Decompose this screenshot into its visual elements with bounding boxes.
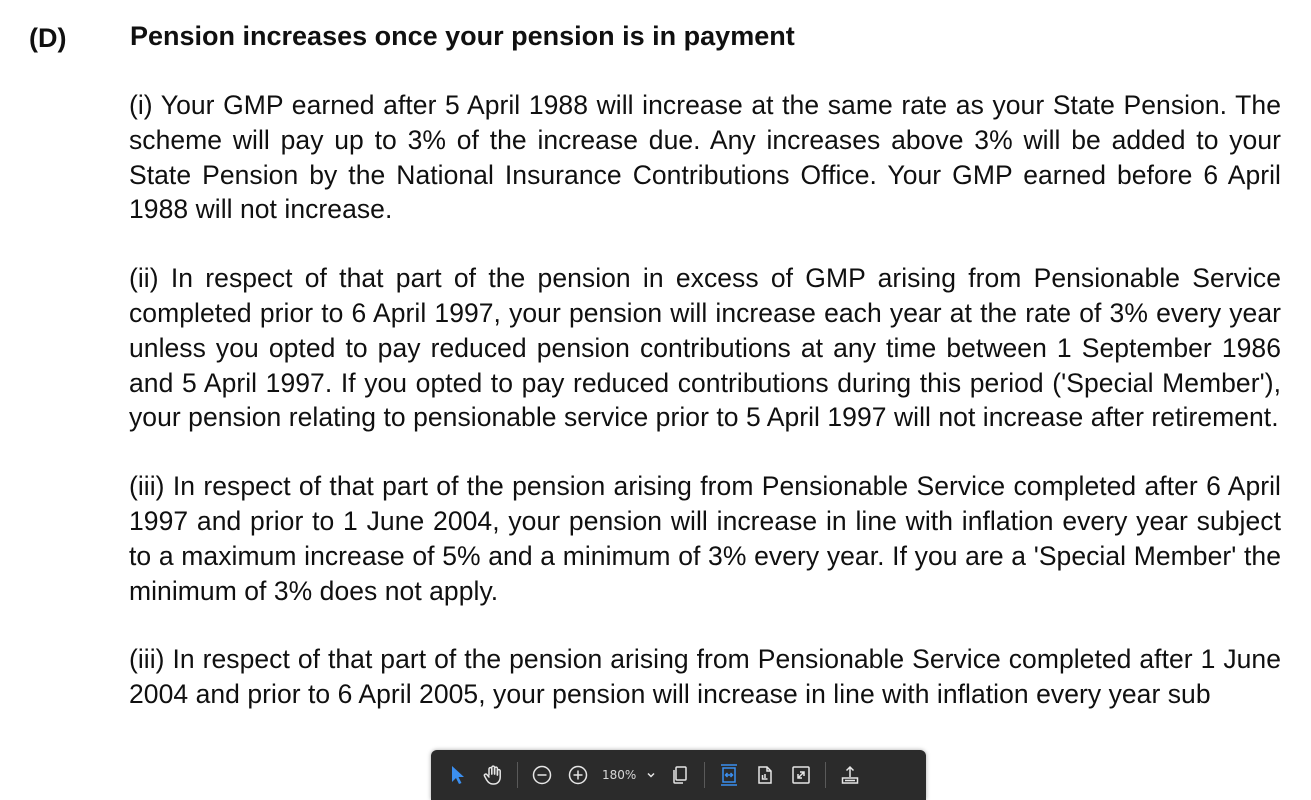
toolbar-separator (517, 762, 518, 788)
chevron-down-icon (646, 771, 656, 779)
paragraph-1: (i) Your GMP earned after 5 April 1988 will increase at the same rate as your State Pension. The scheme will pay up to 3% of the increase due. Any increases above 3% will be added to your State Pension by the National Insurance Contributions Office. Your GMP earned before 6 April 1988 will not increase. (129, 90, 1281, 225)
zoom-in-button[interactable] (560, 758, 596, 792)
select-tool-button[interactable] (439, 758, 475, 792)
share-icon (839, 764, 861, 786)
paragraph-2: (ii) In respect of that part of the pension in excess of GMP arising from Pensionable Service completed prior to 6 April 1997, your pension will increase each year at the rate of 3% every year unless you opted to pay reduced pension contributions at any time between 1 September 1986 and 5 April 1997. If you opted to pay reduced contributions during this period ('Special Member'), your pension relating to pensionable service prior to 5 April 1997 will not increase after retirement. (129, 263, 1281, 433)
page-view-button[interactable] (662, 758, 698, 792)
zoom-in-icon (567, 764, 589, 786)
paragraph-list (129, 88, 1281, 712)
paragraph-4: (iii) In respect of that part of the pension arising from Pensionable Service completed after 1 June 2004 and prior to 6 April 2005, your pension will increase in line with inflation every year sub (129, 644, 1281, 710)
section-label: (D) (29, 23, 67, 53)
share-button[interactable] (832, 758, 868, 792)
toolbar-separator (825, 762, 826, 788)
toolbar-separator (704, 762, 705, 788)
fit-page-button[interactable] (747, 758, 783, 792)
zoom-out-button[interactable] (524, 758, 560, 792)
fullscreen-button[interactable] (783, 758, 819, 792)
hand-tool-button[interactable] (475, 758, 511, 792)
pdf-toolbar (431, 750, 926, 800)
fullscreen-icon (790, 764, 812, 786)
fit-width-icon (718, 763, 740, 787)
zoom-level-dropdown[interactable] (596, 758, 662, 792)
hand-pan-icon (482, 764, 504, 786)
zoom-level-value: 180% (602, 768, 637, 782)
page-view-icon (669, 764, 691, 786)
cursor-arrow-icon (447, 764, 467, 786)
fit-page-icon (754, 764, 776, 786)
paragraph-3: (iii) In respect of that part of the pension arising from Pensionable Service completed after 6 April 1997 and prior to 1 June 2004, your pension will increase in line with inflation every year subject to a maximum increase of 5% and a minimum of 3% every year. If you are a 'Special Member' the minimum of 3% does not apply. (129, 471, 1281, 606)
fit-width-button[interactable] (711, 758, 747, 792)
zoom-out-icon (531, 764, 553, 786)
section-title: Pension increases once your pension is in payment (130, 21, 795, 51)
